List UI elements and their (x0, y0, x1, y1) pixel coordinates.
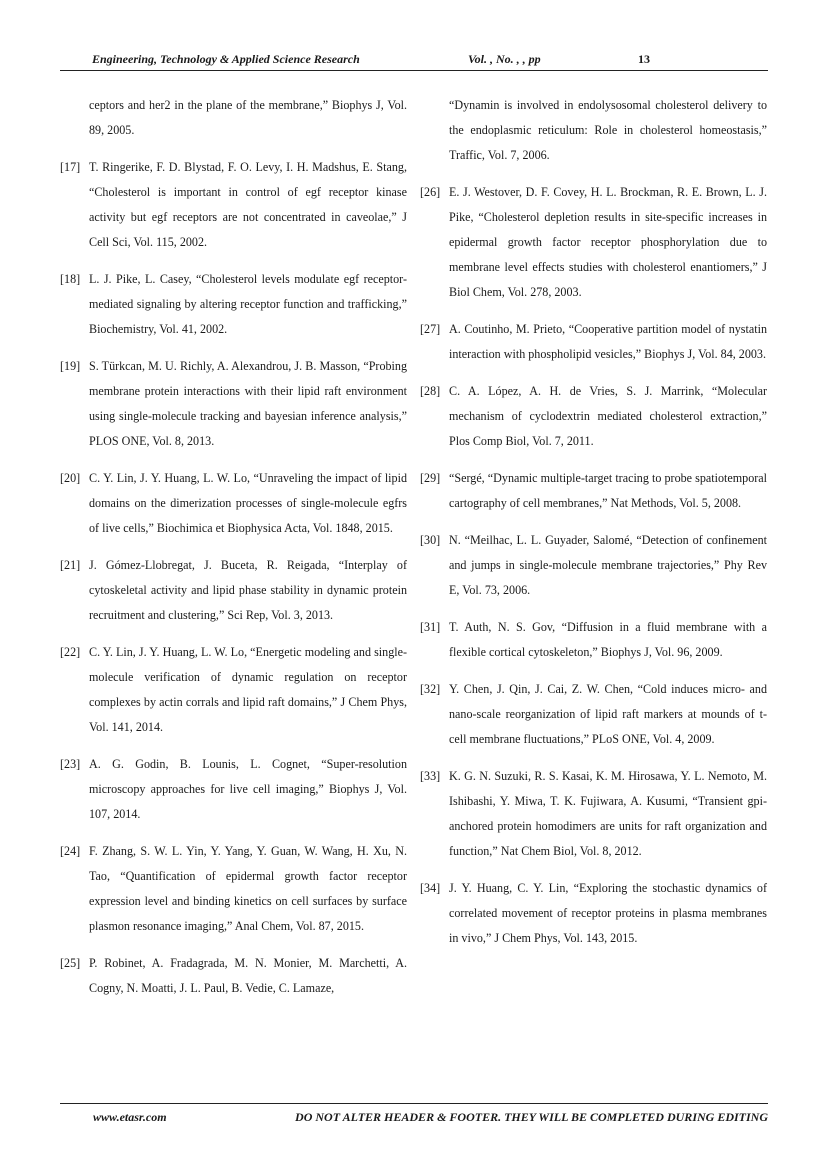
reference-text: A. G. Godin, B. Lounis, L. Cognet, “Super-resolution microscopy approaches for live cell imaging,” Biophys J, Vol. 107, 2014. (89, 757, 407, 821)
reference-item (60, 354, 407, 454)
volume-info: Vol. , No. , , pp (468, 52, 541, 66)
reference-item (420, 677, 767, 752)
reference-text: C. Y. Lin, J. Y. Huang, L. W. Lo, “Energetic modeling and single-molecule verification of dynamic regulation on receptor complexes by actin corrals and lipid raft domains,” J Chem Phys, Vol. 141, 2014. (89, 645, 407, 734)
reference-item (60, 466, 407, 541)
reference-item (60, 155, 407, 255)
reference-item (420, 528, 767, 603)
reference-number: [26] (420, 185, 441, 199)
reference-number: [24] (60, 844, 81, 858)
reference-text: P. Robinet, A. Fradagrada, M. N. Monier, M. Marchetti, A. Cogny, N. Moatti, J. L. Paul, B. Vedie, C. Lamaze, (89, 956, 407, 995)
reference-item (60, 752, 407, 827)
reference-text: L. J. Pike, L. Casey, “Cholesterol levels modulate egf receptor-mediated signaling by altering receptor function and trafficking,” Biochemistry, Vol. 41, 2002. (89, 272, 407, 336)
reference-item (60, 839, 407, 939)
reference-text: F. Zhang, S. W. L. Yin, Y. Yang, Y. Guan, W. Wang, H. Xu, N. Tao, “Quantification of epidermal growth factor receptor expression level and binding kinetics on cell surfaces by surface plasmon resonance imaging,” Anal Chem, Vol. 87, 2015. (89, 844, 407, 933)
reference-item (420, 876, 767, 951)
reference-text: A. Coutinho, M. Prieto, “Cooperative partition model of nystatin interaction with phospholipid vesicles,” Biophys J, Vol. 84, 2003. (449, 322, 767, 361)
reference-text: T. Auth, N. S. Gov, “Diffusion in a fluid membrane with a flexible cortical cytoskeleton,” Biophys J, Vol. 96, 2009. (449, 620, 767, 659)
reference-item (60, 951, 407, 1001)
page-header (60, 50, 768, 71)
reference-text: J. Gómez-Llobregat, J. Buceta, R. Reigada, “Interplay of cytoskeletal activity and lipid phase stability in dynamic protein recruitment and clustering,” Sci Rep, Vol. 3, 2013. (89, 558, 407, 622)
reference-number: [30] (420, 533, 441, 547)
reference-number: [31] (420, 620, 441, 634)
right-column (420, 93, 767, 963)
page-footer (60, 1103, 768, 1124)
reference-number: [21] (60, 558, 81, 572)
reference-text: “Dynamin is involved in endolysosomal cholesterol delivery to the endoplasmic reticulum: Role in cholesterol homeostasis,” Traffic, Vol. 7, 2006. (449, 98, 767, 162)
reference-item (420, 764, 767, 864)
reference-text: J. Y. Huang, C. Y. Lin, “Exploring the stochastic dynamics of correlated movement of receptor proteins in plasma membranes in vivo,” J Chem Phys, Vol. 143, 2015. (449, 881, 767, 945)
reference-number: [28] (420, 384, 441, 398)
reference-number: [22] (60, 645, 81, 659)
reference-text: “Sergé, “Dynamic multiple-target tracing to probe spatiotemporal cartography of cell membranes,” Nat Methods, Vol. 5, 2008. (449, 471, 767, 510)
reference-item (60, 553, 407, 628)
reference-item (60, 640, 407, 740)
left-column (60, 93, 407, 1013)
page-number: 13 (638, 52, 650, 66)
reference-text: N. “Meilhac, L. L. Guyader, Salomé, “Detection of confinement and jumps in single-molecule membrane trajectories,” Phy Rev E, Vol. 73, 2006. (449, 533, 767, 597)
reference-text: ceptors and her2 in the plane of the membrane,” Biophys J, Vol. 89, 2005. (89, 98, 407, 137)
reference-number: [34] (420, 881, 441, 895)
reference-number: [19] (60, 359, 81, 373)
reference-item (420, 180, 767, 305)
reference-item (420, 379, 767, 454)
reference-number: [29] (420, 471, 441, 485)
reference-number: [33] (420, 769, 441, 783)
reference-text: Y. Chen, J. Qin, J. Cai, Z. W. Chen, “Cold induces micro- and nano-scale reorganization of lipid raft markers at mounds of t-cell membrane fluctuations,” PLoS ONE, Vol. 4, 2009. (449, 682, 767, 746)
reference-text: S. Türkcan, M. U. Richly, A. Alexandrou, J. B. Masson, “Probing membrane protein interactions with their lipid raft environment using single-molecule tracking and bayesian inference analysis,” PLOS ONE, Vol. 8, 2013. (89, 359, 407, 448)
reference-item (60, 267, 407, 342)
reference-continuation (60, 93, 407, 143)
reference-number: [17] (60, 160, 81, 174)
reference-number: [32] (420, 682, 441, 696)
reference-text: C. Y. Lin, J. Y. Huang, L. W. Lo, “Unraveling the impact of lipid domains on the dimerization processes of single-molecule egfrs of live cells,” Biochimica et Biophysica Acta, Vol. 1848, 2015. (89, 471, 407, 535)
reference-text: T. Ringerike, F. D. Blystad, F. O. Levy, I. H. Madshus, E. Stang, “Cholesterol is important in control of egf receptor kinase activity but egf receptors are not concentrated in caveolae,” J Cell Sci, Vol. 115, 2002. (89, 160, 407, 249)
footer-notice: DO NOT ALTER HEADER & FOOTER. THEY WILL BE COMPLETED DURING EDITING (295, 1110, 768, 1124)
reference-text: C. A. López, A. H. de Vries, S. J. Marrink, “Molecular mechanism of cyclodextrin mediated cholesterol extraction,” Plos Comp Biol, Vol. 7, 2011. (449, 384, 767, 448)
reference-item (420, 615, 767, 665)
footer-website: www.etasr.com (93, 1110, 167, 1124)
reference-continuation (420, 93, 767, 168)
reference-number: [23] (60, 757, 81, 771)
reference-item (420, 466, 767, 516)
reference-number: [27] (420, 322, 441, 336)
reference-number: [20] (60, 471, 81, 485)
reference-text: K. G. N. Suzuki, R. S. Kasai, K. M. Hirosawa, Y. L. Nemoto, M. Ishibashi, Y. Miwa, T. K. Fujiwara, A. Kusumi, “Transient gpi-anchored protein homodimers are units for raft organization and function,” Nat Chem Biol, Vol. 8, 2012. (449, 769, 767, 858)
reference-item (420, 317, 767, 367)
reference-text: E. J. Westover, D. F. Covey, H. L. Brockman, R. E. Brown, L. J. Pike, “Cholesterol depletion results in site-specific increases in epidermal growth factor receptor phosphorylation due to membrane level effects studies with cholesterol enantiomers,” J Biol Chem, Vol. 278, 2003. (449, 185, 767, 299)
journal-title: Engineering, Technology & Applied Science Research (92, 52, 360, 66)
reference-number: [18] (60, 272, 81, 286)
reference-number: [25] (60, 956, 81, 970)
